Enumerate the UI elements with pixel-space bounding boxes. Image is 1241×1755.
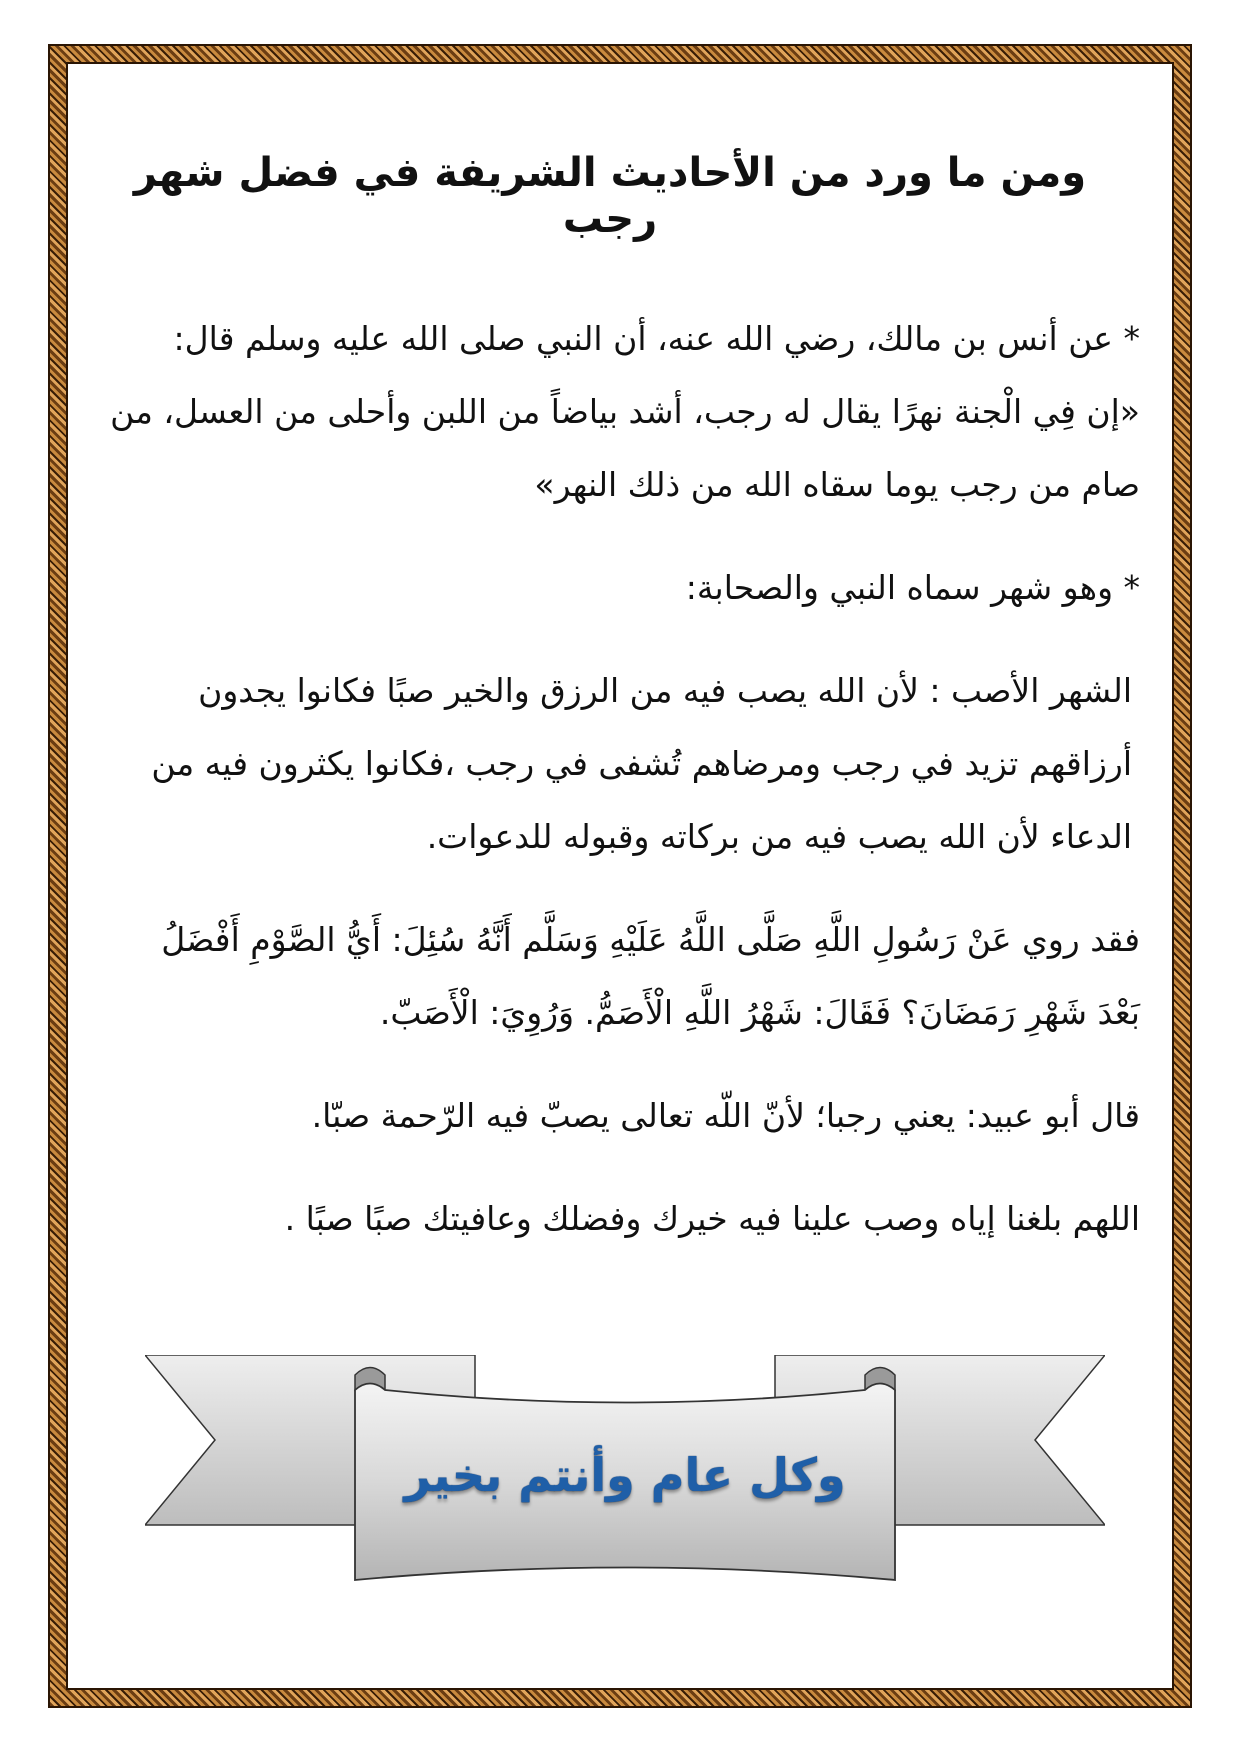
paragraph-abu-ubaid: قال أبو عبيد: يعني رجبا؛ لأنّ اللّه تعالى يصبّ فيه الرّحمة صبّا. (311, 1096, 1140, 1135)
page-title: ومن ما ورد من الأحاديث الشريفة في فضل شهر رجب (133, 150, 1087, 242)
paragraph-month-names: * وهو شهر سماه النبي والصحابة: (685, 568, 1140, 607)
ribbon-banner (145, 1355, 1105, 1610)
paragraph-supplication: اللهم بلغنا إياه وصب علينا فيه خيرك وفضلك وعافيتك صبًا صبًا . (284, 1199, 1140, 1238)
paragraph-narration: فقد روي عَنْ رَسُولِ اللَّهِ صَلَّى اللَّهُ عَلَيْهِ وَسَلَّم أَنَّهُ سُئِلَ: أَيُّ الصَّوْمِ أَفْضَلُ بَعْدَ شَهْرِ رَمَضَانَ؟ فَقَالَ: شَهْرُ اللَّهِ الْأَصَمُّ. وَرُوِيَ: الْأَصَبّ. (161, 920, 1140, 1032)
paragraph-hadith-anas: * عن أنس بن مالك، رضي الله عنه، أن النبي صلى الله عليه وسلم قال: «إن فِي الْجنة نهرًا يقال له رجب، أشد بياضاً من اللبن وأحلى من العسل، من صام من رجب يوما سقاه الله من ذلك النهر» (110, 319, 1140, 504)
paragraph-al-asab: الشهر الأصب : لأن الله يصب فيه من الرزق والخير صبًا فكانوا يجدون أرزاقهم تزيد في رجب ومرضاهم تُشفى في رجب ،فكانوا يكثرون فيه من الدعاء لأن الله يصب فيه من بركاته وقبوله للدعوات. (151, 671, 1132, 856)
document-body (110, 150, 1140, 1285)
banner-greeting: وكل عام وأنتم بخير (404, 1448, 846, 1502)
